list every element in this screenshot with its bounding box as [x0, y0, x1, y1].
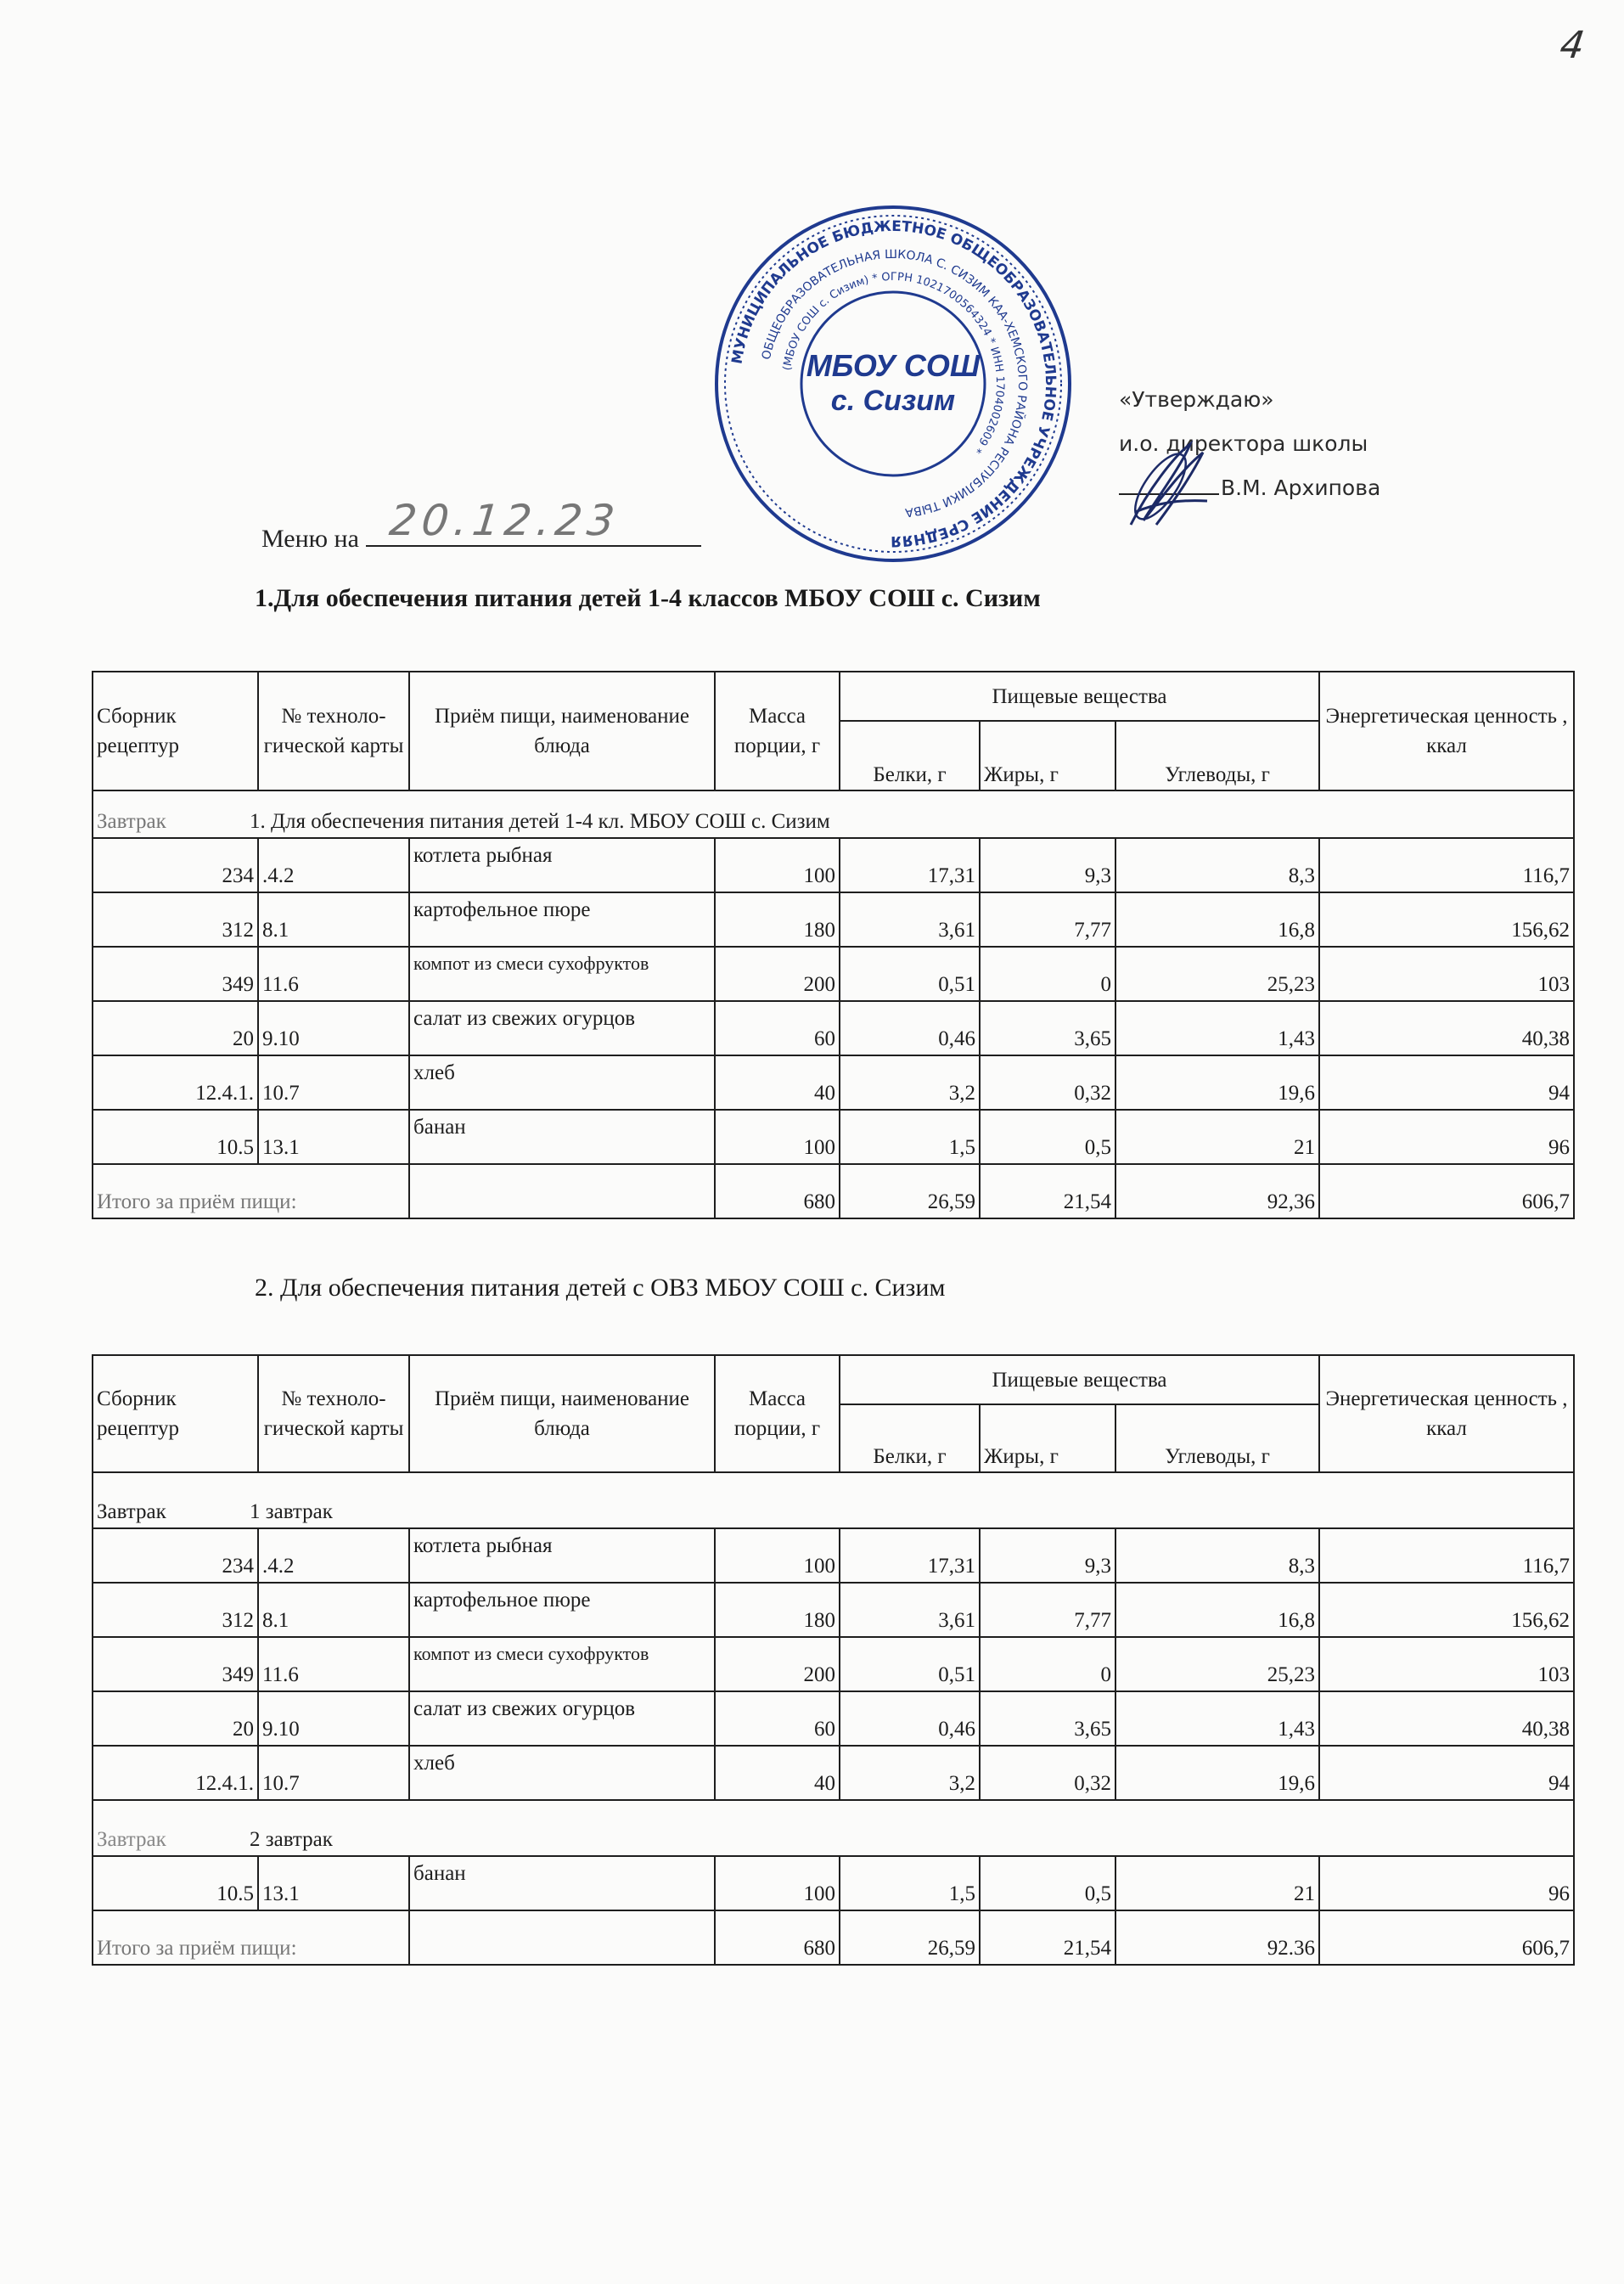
- svg-text:МУНИЦИПАЛЬНОЕ БЮДЖЕТНОЕ ОБЩЕОБ: МУНИЦИПАЛЬНОЕ БЮДЖЕТНОЕ ОБЩЕОБРАЗОВАТЕЛЬНОЕ УЧРЕЖДЕНИЕ СРЕДНЯЯ: [728, 217, 1059, 550]
- header-mass: Масса порции, г: [715, 672, 840, 790]
- meal-type: Завтрак: [97, 1500, 166, 1523]
- stamp-seal-icon: [711, 202, 1075, 565]
- section-row: [93, 790, 1574, 838]
- table-row: 12.4.1. 10.7 хлеб 40 3,2 0,32 19,6 94: [93, 1746, 1574, 1800]
- header-energy: Энергетическая ценность , ккал: [1319, 672, 1574, 790]
- section-row: [93, 1800, 1574, 1856]
- table-row: 312 8.1 картофельное пюре 180 3,61 7,77 16,8 156,62: [93, 892, 1574, 947]
- table-row: 10.5 13.1 банан 100 1,5 0,5 21 96: [93, 1856, 1574, 1910]
- section1-title: 1.Для обеспечения питания детей 1-4 классов МБОУ СОШ с. Сизим: [255, 584, 1041, 612]
- table-row: 12.4.1. 10.7 хлеб 40 3,2 0,32 19,6 94: [93, 1055, 1574, 1110]
- header-tech-card: № техноло-гической карты: [258, 672, 409, 790]
- signature-icon: [1122, 440, 1216, 533]
- table-row: 20 9.10 салат из свежих огурцов 60 0,46 3,65 1,43 40,38: [93, 1001, 1574, 1055]
- menu-table-2: [92, 1354, 1575, 1966]
- header-collection: Сборник рецептур: [93, 1355, 258, 1472]
- svg-text:ОБЩЕОБРАЗОВАТЕЛЬНАЯ ШКОЛА С. С: ОБЩЕОБРАЗОВАТЕЛЬНАЯ ШКОЛА С. СИЗИМ КАА-ХЕМСКОГО РАЙОНА РЕСПУБЛИКИ ТЫВА: [759, 247, 1030, 520]
- header-protein: Белки, г: [840, 721, 980, 790]
- approval-position: и.о. директора школы: [1119, 431, 1368, 456]
- section-subtitle: 1. Для обеспечения питания детей 1-4 кл. МБОУ СОШ с. Сизим: [250, 810, 830, 833]
- section-subtitle: 2 завтрак: [250, 1828, 333, 1851]
- page-number: 4: [1557, 24, 1587, 67]
- approval-signatory: В.М. Архипова: [1119, 466, 1380, 510]
- menu-date-line: [261, 496, 701, 554]
- header-meal: Приём пищи, наименование блюда: [409, 672, 715, 790]
- school-stamp: [711, 202, 1075, 565]
- table-row: 234 .4.2 котлета рыбная 100 17,31 9,3 8,3 116,7: [93, 1528, 1574, 1583]
- svg-text:(МБОУ СОШ с. Сизим) * ОГРН 102: (МБОУ СОШ с. Сизим) * ОГРН 1021700564324 * ИНН 1704002609 *: [781, 270, 1007, 456]
- header-protein: Белки, г: [840, 1404, 980, 1472]
- table-row: 312 8.1 картофельное пюре 180 3,61 7,77 16,8 156,62: [93, 1583, 1574, 1637]
- table-row: 349 11.6 компот из смеси сухофруктов 200 0,51 0 25,23 103: [93, 1637, 1574, 1691]
- approval-heading: «Утверждаю»: [1119, 387, 1274, 412]
- header-fat: Жиры, г: [980, 1404, 1115, 1472]
- section-subtitle: 1 завтрак: [250, 1500, 333, 1523]
- total-row: Итого за приём пищи: 680 26,59 21,54 92.36 606,7: [93, 1910, 1574, 1965]
- date-field: [366, 496, 701, 547]
- meal-type: Завтрак: [97, 810, 166, 833]
- header-fat: Жиры, г: [980, 721, 1115, 790]
- header-energy: Энергетическая ценность , ккал: [1319, 1355, 1574, 1472]
- table-row: 20 9.10 салат из свежих огурцов 60 0,46 3,65 1,43 40,38: [93, 1691, 1574, 1746]
- section-row: [93, 1472, 1574, 1528]
- svg-text:МБОУ СОШ: МБОУ СОШ: [806, 348, 981, 383]
- menu-table-1: [92, 671, 1575, 1219]
- header-meal: Приём пищи, наименование блюда: [409, 1355, 715, 1472]
- header-nutrients: Пищевые вещества: [840, 1355, 1319, 1404]
- section2-title: 2. Для обеспечения питания детей с ОВЗ МБОУ СОШ с. Сизим: [255, 1274, 946, 1302]
- header-tech-card: № техноло-гической карты: [258, 1355, 409, 1472]
- header-collection: Сборник рецептур: [93, 672, 258, 790]
- header-mass: Масса порции, г: [715, 1355, 840, 1472]
- menu-date: 20.12.23: [386, 496, 622, 545]
- table-row: 349 11.6 компот из смеси сухофруктов 200 0,51 0 25,23 103: [93, 947, 1574, 1001]
- svg-text:с. Сизим: с. Сизим: [830, 385, 956, 417]
- table-row: 234 .4.2 котлета рыбная 100 17,31 9,3 8,3 116,7: [93, 838, 1574, 892]
- header-carbs: Углеводы, г: [1115, 721, 1319, 790]
- table-row: 10.5 13.1 банан 100 1,5 0,5 21 96: [93, 1110, 1574, 1164]
- menu-label: Меню на: [261, 525, 359, 553]
- header-nutrients: Пищевые вещества: [840, 672, 1319, 721]
- meal-type: Завтрак: [97, 1828, 166, 1851]
- total-row: Итого за приём пищи: 680 26,59 21,54 92,36 606,7: [93, 1164, 1574, 1218]
- header-carbs: Углеводы, г: [1115, 1404, 1319, 1472]
